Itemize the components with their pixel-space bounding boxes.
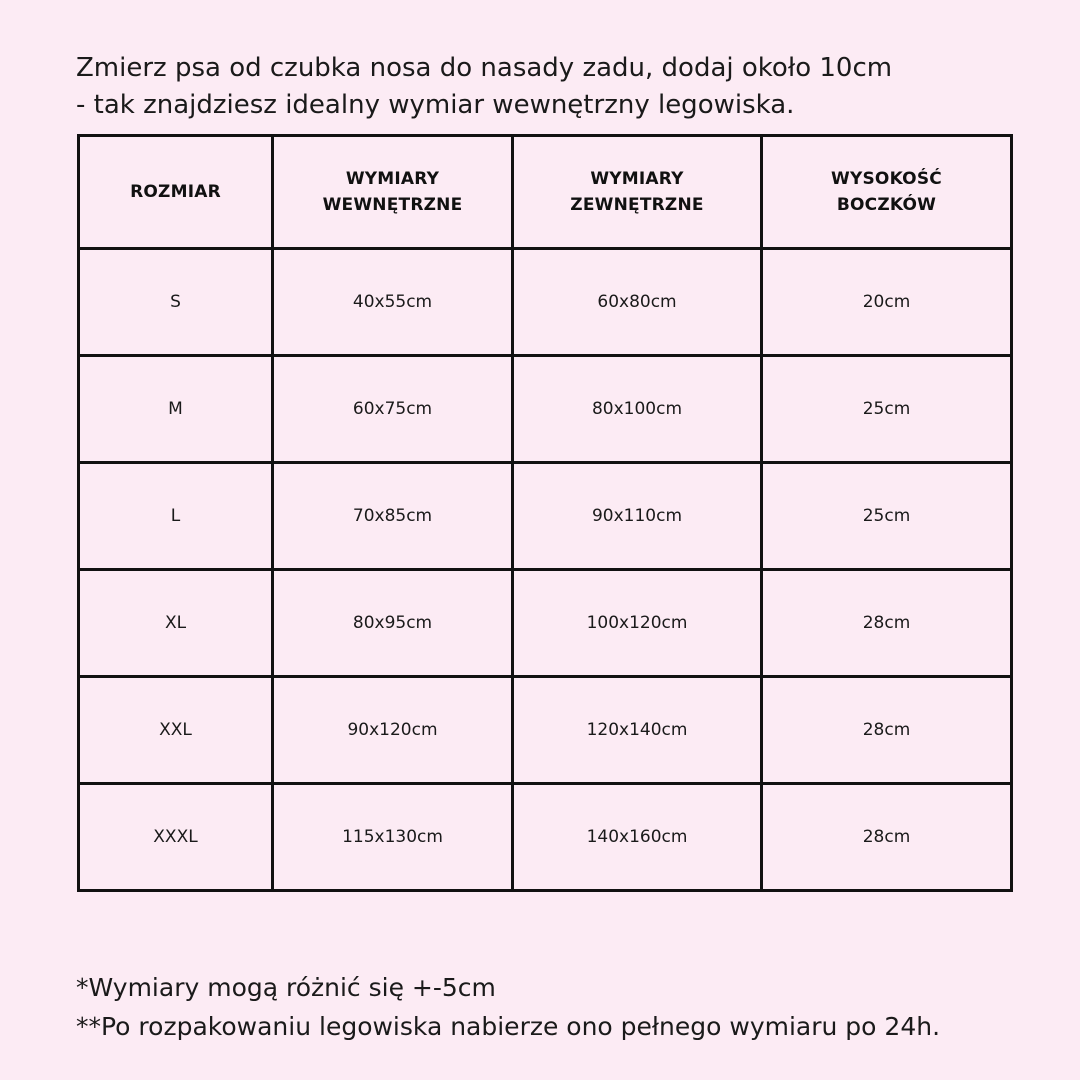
table-row [79,677,1012,784]
cell-height: 28cm [762,677,1012,784]
header-outer-line-1: WYMIARY [590,169,684,189]
cell-inner: 90x120cm [273,677,513,784]
cell-size: S [79,249,273,356]
table-row [79,784,1012,891]
cell-outer: 90x110cm [513,463,762,570]
cell-outer: 100x120cm [513,570,762,677]
table-row [79,463,1012,570]
header-outer-dimensions [513,136,762,249]
table-row [79,356,1012,463]
table-row [79,249,1012,356]
footnote-tolerance: *Wymiary mogą różnić się +-5cm [76,973,496,1002]
header-inner-line-1: WYMIARY [345,169,440,189]
footnotes [76,968,1056,1046]
header-side-height [762,136,1012,249]
header-outer-line-2: ZEWNĘTRZNE [570,195,704,215]
cell-size: XL [79,570,273,677]
cell-inner: 40x55cm [273,249,513,356]
footnote-unpacking: **Po rozpakowaniu legowiska nabierze ono pełnego wymiaru po 24h. [76,1012,941,1041]
header-inner-line-2: WEWNĘTRZNE [322,195,463,215]
header-height-line-1: WYSOKOŚĆ [831,169,942,189]
cell-size: M [79,356,273,463]
cell-size: XXL [79,677,273,784]
cell-outer: 120x140cm [513,677,762,784]
cell-height: 25cm [762,356,1012,463]
header-height-line-2: BOCZKÓW [836,195,937,215]
cell-inner: 80x95cm [273,570,513,677]
cell-outer: 80x100cm [513,356,762,463]
cell-outer: 60x80cm [513,249,762,356]
size-table-header [79,136,1012,249]
cell-inner: 115x130cm [273,784,513,891]
cell-size: XXXL [79,784,273,891]
cell-height: 25cm [762,463,1012,570]
intro-line-1: Zmierz psa od czubka nosa do nasady zadu, dodaj około 10cm [76,53,893,83]
header-size-label: ROZMIAR [130,182,221,202]
intro-text [76,50,1036,124]
header-row [79,136,1012,249]
cell-height: 28cm [762,784,1012,891]
intro-line-2: - tak znajdziesz idealny wymiar wewnętrzny legowiska. [76,90,795,120]
cell-inner: 70x85cm [273,463,513,570]
header-inner-dimensions [273,136,513,249]
size-table-body [79,249,1012,891]
size-table [77,134,1013,892]
cell-outer: 140x160cm [513,784,762,891]
table-row [79,570,1012,677]
cell-inner: 60x75cm [273,356,513,463]
cell-size: L [79,463,273,570]
cell-height: 28cm [762,570,1012,677]
cell-height: 20cm [762,249,1012,356]
header-size [79,136,273,249]
